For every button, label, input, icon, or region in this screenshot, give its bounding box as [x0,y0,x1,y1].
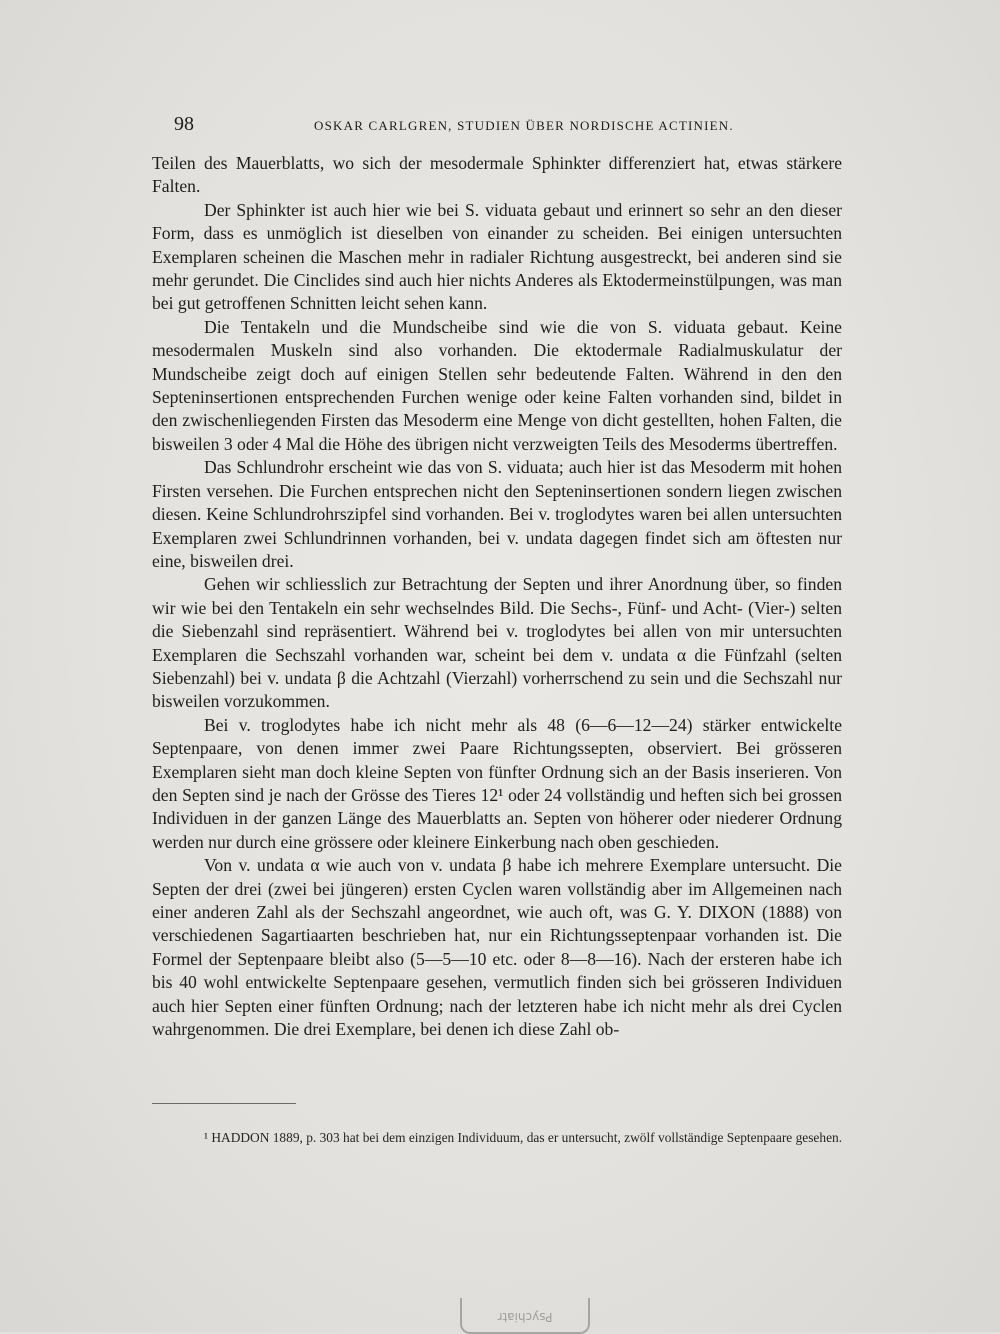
paragraph-4: Das Schlundrohr erscheint wie das von S. viduata; auch hier ist das Mesoderm mit hohen Firsten versehen. Die Furchen entsprechen nicht den Septeninsertionen sondern liegen zwischen diesen. Keine Schlundrohrszipfel sind vorhanden. Bei v. troglodytes waren bei allen untersuchten Exemplaren zwei Schlundrinnen vorhanden, bei v. undata dagegen findet sich am öftesten nur eine, bisweilen drei. [152,457,842,571]
paragraph-1: Teilen des Mauerblatts, wo sich der mesodermale Sphinkter differenziert hat, etwas stärkere Falten. [152,153,842,197]
running-head: OSKAR CARLGREN, STUDIEN ÜBER NORDISCHE ACTINIEN. [314,118,734,133]
page-header [174,112,834,142]
stamp-text: Psychiatr [497,1310,553,1324]
footnote: ¹ HADDON 1889, p. 303 hat bei dem einzigen Individuum, das er untersucht, zwölf vollständige Septenpaare gesehen. [204,1130,843,1146]
paragraph-6: Bei v. troglodytes habe ich nicht mehr als 48 (6—6—12—24) stärker entwickelte Septenpaare, von denen immer zwei Paare Richtungssepten, observiert. Bei grösseren Exemplaren sieht man doch kleine Septen von fünfter Ordnung sich an der Basis inserieren. Von den Septen sind je nach der Grösse des Tieres 12¹ oder 24 vollständig und heften sich bei grossen Individuen in der ganzen Länge des Mauerblatts an. Septen von höherer oder niederer Ordnung werden nur durch eine grössere oder kleinere Einkerbung nach oben geschieden. [152,714,842,852]
library-stamp [460,1298,590,1334]
paragraph-3: Die Tentakeln und die Mundscheibe sind wie die von S. viduata gebaut. Keine mesodermalen Muskeln sind also vorhanden. Die ektodermale Radialmuskulatur der Mundscheibe zeigt doch auf einigen Stellen sehr bedeutende Falten. Während in den den Septeninsertionen entsprechenden Furchen wenige oder keine Falten vorhanden sind, bildet in den zwischenliegenden Firsten das Mesoderm eine Menge von dicht gestellten, hohen Falten, die bisweilen 3 oder 4 Mal die Höhe des übrigen nicht verzweigten Teils des Mesoderms übertreffen. [152,316,842,454]
paragraph-2: Der Sphinkter ist auch hier wie bei S. viduata gebaut und erinnert so sehr an den dieser Form, dass es unmöglich ist dieselben von einander zu scheiden. Bei einigen untersuchten Exemplaren scheinen die Maschen mehr in radialer Richtung ausgestreckt, bei anderen sind sie mehr gerundet. Die Cinclides sind auch hier nichts Anderes als Ektodermeinstülpungen, was man bei gut getroffenen Schnitten leicht sehen kann. [152,199,842,314]
page-number: 98 [174,113,194,135]
paragraph-5: Gehen wir schliesslich zur Betrachtung der Septen und ihrer Anordnung über, so finden wir wie bei den Tentakeln ein sehr wechselndes Bild. Die Sechs-, Fünf- und Acht- (Vier-) selten die Siebenzahl sind repräsentiert. Während bei v. troglodytes bei allen von mir untersuchten Exemplaren die Sechszahl vorhanden war, scheint bei dem v. undata α die Fünfzahl (selten Siebenzahl) bei v. undata β die Achtzahl (Vierzahl) vorherrschend zu sein und die Sechszahl nur bisweilen vorzukommen. [152,574,842,712]
body-text [152,152,842,1041]
paragraph-7: Von v. undata α wie auch von v. undata β habe ich mehrere Exemplare untersucht. Die Septen der drei (zwei bei jüngeren) ersten Cyclen waren vollständig aber im Allgemeinen nach einer anderen Zahl als der Sechszahl angeordnet, wie auch oft, was G. Y. DIXON (1888) von verschiedenen Sagartiaarten beschrieben hat, nur ein Richtungsseptenpaar vorhanden ist. Die Formel der Septenpaare bleibt also (5—5—10 etc. oder 8—8—16). Nach der ersteren habe ich bis 40 wohl entwickelte Septenpaare gesehen, vermutlich finden sich bei grösseren Individuen auch hier Septen einer fünften Ordnung; nach der letzteren habe ich nicht mehr als drei Cyclen wahrgenommen. Die drei Exemplare, bei denen ich diese Zahl ob- [152,855,842,1040]
footnote-divider [152,1103,296,1104]
